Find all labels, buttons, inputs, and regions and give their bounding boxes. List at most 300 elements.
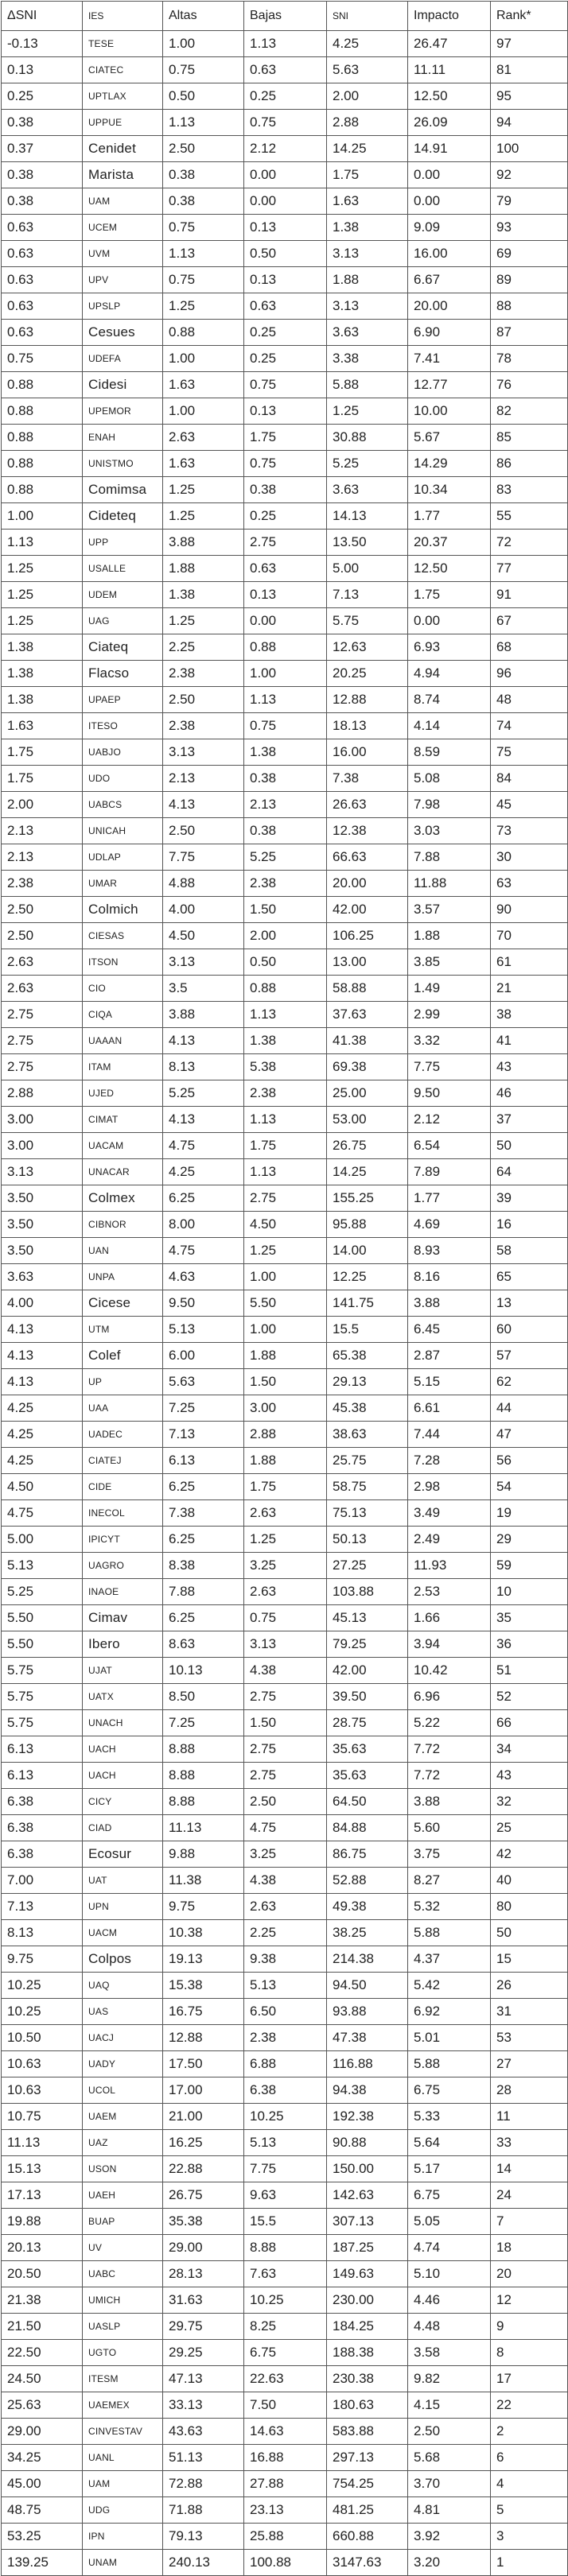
- sni-cell: 16.00: [327, 739, 408, 766]
- altas-cell: 4.25: [163, 1159, 244, 1185]
- rank-cell: 41: [491, 1028, 568, 1054]
- delta-sni-cell: 1.25: [2, 608, 83, 634]
- altas-cell: 11.13: [163, 1815, 244, 1841]
- bajas-cell: 2.50: [244, 1789, 327, 1815]
- rank-cell: 28: [491, 2077, 568, 2104]
- impacto-cell: 2.49: [408, 1527, 491, 1553]
- ies-cell: UDEFA: [83, 346, 163, 372]
- delta-sni-cell: 10.63: [2, 2051, 83, 2077]
- table-row: [2, 2392, 568, 2419]
- altas-cell: 240.13: [163, 2550, 244, 2576]
- table-row: [2, 1054, 568, 1080]
- delta-sni-cell: 0.63: [2, 320, 83, 346]
- table-row: [2, 1920, 568, 1946]
- delta-sni-cell: 2.38: [2, 871, 83, 897]
- sni-cell: 53.00: [327, 1107, 408, 1133]
- table-row: [2, 2550, 568, 2576]
- rank-cell: 65: [491, 1264, 568, 1290]
- table-row: [2, 2445, 568, 2471]
- rank-cell: 20: [491, 2261, 568, 2287]
- altas-cell: 7.25: [163, 1710, 244, 1736]
- bajas-cell: 3.13: [244, 1631, 327, 1658]
- table-row: [2, 713, 568, 739]
- delta-sni-cell: 0.75: [2, 346, 83, 372]
- impacto-cell: 4.37: [408, 1946, 491, 1973]
- bajas-cell: 2.00: [244, 923, 327, 949]
- bajas-cell: 4.38: [244, 1868, 327, 1894]
- table-row: [2, 1631, 568, 1658]
- sni-cell: 3.13: [327, 241, 408, 267]
- delta-sni-cell: 4.13: [2, 1369, 83, 1395]
- table-row: [2, 477, 568, 503]
- bajas-cell: 2.63: [244, 1500, 327, 1527]
- ies-cell: UADY: [83, 2051, 163, 2077]
- rank-cell: 33: [491, 2130, 568, 2156]
- altas-cell: 9.75: [163, 1894, 244, 1920]
- sni-cell: 155.25: [327, 1185, 408, 1212]
- impacto-cell: 3.20: [408, 2550, 491, 2576]
- ies-cell: CIAD: [83, 1815, 163, 1841]
- sni-cell: 26.75: [327, 1133, 408, 1159]
- ies-cell: UACH: [83, 1763, 163, 1789]
- ies-cell: UPTLAX: [83, 83, 163, 110]
- delta-sni-cell: 21.38: [2, 2287, 83, 2314]
- ies-cell: Cicese: [83, 1290, 163, 1317]
- ies-cell: Ecosur: [83, 1841, 163, 1868]
- delta-sni-cell: 1.25: [2, 556, 83, 582]
- table-row: [2, 1238, 568, 1264]
- altas-cell: 12.88: [163, 2025, 244, 2051]
- altas-cell: 51.13: [163, 2445, 244, 2471]
- altas-cell: 1.25: [163, 503, 244, 530]
- ies-cell: UADEC: [83, 1422, 163, 1448]
- table-row: [2, 1290, 568, 1317]
- bajas-cell: 2.75: [244, 1763, 327, 1789]
- table-row: [2, 2104, 568, 2130]
- table-row: [2, 530, 568, 556]
- table-row: [2, 110, 568, 136]
- bajas-cell: 7.63: [244, 2261, 327, 2287]
- table-row: [2, 1395, 568, 1422]
- rank-cell: 17: [491, 2366, 568, 2392]
- altas-cell: 71.88: [163, 2497, 244, 2524]
- bajas-cell: 1.13: [244, 1002, 327, 1028]
- altas-cell: 7.88: [163, 1579, 244, 1605]
- bajas-cell: 2.75: [244, 530, 327, 556]
- delta-sni-cell: 5.50: [2, 1605, 83, 1631]
- rank-cell: 84: [491, 766, 568, 792]
- ies-cell: CIATEC: [83, 57, 163, 83]
- ies-cell: CIESAS: [83, 923, 163, 949]
- ies-cell: UDLAP: [83, 844, 163, 871]
- table-row: [2, 1789, 568, 1815]
- table-row: [2, 1002, 568, 1028]
- altas-cell: 0.38: [163, 188, 244, 215]
- sni-cell: 116.88: [327, 2051, 408, 2077]
- impacto-cell: 5.64: [408, 2130, 491, 2156]
- rank-cell: 48: [491, 687, 568, 713]
- impacto-cell: 12.50: [408, 83, 491, 110]
- ies-cell: UDG: [83, 2497, 163, 2524]
- ies-cell: UPPUE: [83, 110, 163, 136]
- table-row: [2, 2077, 568, 2104]
- impacto-cell: 5.15: [408, 1369, 491, 1395]
- bajas-cell: 8.88: [244, 2235, 327, 2261]
- impacto-cell: 5.01: [408, 2025, 491, 2051]
- sni-cell: 192.38: [327, 2104, 408, 2130]
- table-row: [2, 2497, 568, 2524]
- table-row: [2, 976, 568, 1002]
- delta-sni-cell: 6.38: [2, 1841, 83, 1868]
- sni-cell: 27.25: [327, 1553, 408, 1579]
- impacto-cell: 3.92: [408, 2524, 491, 2550]
- sni-cell: 18.13: [327, 713, 408, 739]
- impacto-cell: 5.10: [408, 2261, 491, 2287]
- bajas-cell: 8.25: [244, 2314, 327, 2340]
- table-row: [2, 1500, 568, 1527]
- impacto-cell: 3.58: [408, 2340, 491, 2366]
- table-row: [2, 582, 568, 608]
- ies-cell: Ibero: [83, 1631, 163, 1658]
- ies-cell: CIQA: [83, 1002, 163, 1028]
- ies-cell: UAM: [83, 2471, 163, 2497]
- bajas-cell: 6.75: [244, 2340, 327, 2366]
- altas-cell: 2.38: [163, 661, 244, 687]
- sni-cell: 583.88: [327, 2419, 408, 2445]
- table-row: [2, 1553, 568, 1579]
- delta-sni-cell: 1.75: [2, 766, 83, 792]
- rank-cell: 4: [491, 2471, 568, 2497]
- altas-cell: 7.25: [163, 1395, 244, 1422]
- rank-cell: 72: [491, 530, 568, 556]
- sni-cell: 25.00: [327, 1080, 408, 1107]
- bajas-cell: 14.63: [244, 2419, 327, 2445]
- bajas-cell: 1.50: [244, 1710, 327, 1736]
- altas-cell: 1.63: [163, 451, 244, 477]
- impacto-cell: 8.74: [408, 687, 491, 713]
- table-row: [2, 1422, 568, 1448]
- table-row: [2, 188, 568, 215]
- impacto-cell: 26.09: [408, 110, 491, 136]
- delta-sni-cell: 4.00: [2, 1290, 83, 1317]
- altas-cell: 3.13: [163, 739, 244, 766]
- table-row: [2, 792, 568, 818]
- rank-cell: 45: [491, 792, 568, 818]
- sni-cell: 35.63: [327, 1763, 408, 1789]
- altas-cell: 8.38: [163, 1553, 244, 1579]
- altas-cell: 3.88: [163, 530, 244, 556]
- table-body: [2, 31, 568, 2576]
- delta-sni-cell: 5.75: [2, 1684, 83, 1710]
- rank-cell: 81: [491, 57, 568, 83]
- sni-cell: 90.88: [327, 2130, 408, 2156]
- bajas-cell: 22.63: [244, 2366, 327, 2392]
- delta-sni-cell: 1.75: [2, 739, 83, 766]
- ies-cell: UNICAH: [83, 818, 163, 844]
- table-row: [2, 634, 568, 661]
- table-row: [2, 2182, 568, 2209]
- impacto-cell: 2.87: [408, 1343, 491, 1369]
- sni-cell: 38.63: [327, 1422, 408, 1448]
- sni-cell: 93.88: [327, 1999, 408, 2025]
- table-row: [2, 241, 568, 267]
- bajas-cell: 15.5: [244, 2209, 327, 2235]
- sni-cell: 42.00: [327, 897, 408, 923]
- delta-sni-cell: 0.38: [2, 162, 83, 188]
- rank-cell: 62: [491, 1369, 568, 1395]
- altas-cell: 2.63: [163, 425, 244, 451]
- bajas-cell: 1.13: [244, 31, 327, 57]
- sni-cell: 7.13: [327, 582, 408, 608]
- table-row: [2, 1159, 568, 1185]
- altas-cell: 15.38: [163, 1973, 244, 1999]
- ies-cell: INAOE: [83, 1579, 163, 1605]
- bajas-cell: 23.13: [244, 2497, 327, 2524]
- altas-cell: 9.50: [163, 1290, 244, 1317]
- altas-cell: 10.13: [163, 1658, 244, 1684]
- altas-cell: 7.13: [163, 1422, 244, 1448]
- altas-cell: 35.38: [163, 2209, 244, 2235]
- altas-cell: 21.00: [163, 2104, 244, 2130]
- rank-cell: 56: [491, 1448, 568, 1474]
- sni-cell: 106.25: [327, 923, 408, 949]
- sni-cell: 14.00: [327, 1238, 408, 1264]
- altas-cell: 6.25: [163, 1185, 244, 1212]
- impacto-cell: 20.00: [408, 293, 491, 320]
- altas-cell: 10.38: [163, 1920, 244, 1946]
- rank-cell: 51: [491, 1658, 568, 1684]
- ies-cell: UACM: [83, 1920, 163, 1946]
- impacto-cell: 6.67: [408, 267, 491, 293]
- altas-cell: 8.50: [163, 1684, 244, 1710]
- table-row: [2, 766, 568, 792]
- impacto-cell: 10.42: [408, 1658, 491, 1684]
- bajas-cell: 0.88: [244, 634, 327, 661]
- bajas-cell: 2.63: [244, 1894, 327, 1920]
- delta-sni-cell: 2.75: [2, 1054, 83, 1080]
- impacto-cell: 7.98: [408, 792, 491, 818]
- table-row: [2, 320, 568, 346]
- delta-sni-cell: 7.13: [2, 1894, 83, 1920]
- column-header-sni: SNI: [327, 2, 408, 31]
- ies-cell: ITAM: [83, 1054, 163, 1080]
- sni-cell: 94.38: [327, 2077, 408, 2104]
- sni-cell: 12.38: [327, 818, 408, 844]
- table-row: [2, 2314, 568, 2340]
- delta-sni-cell: 21.50: [2, 2314, 83, 2340]
- ies-cell: UVM: [83, 241, 163, 267]
- rank-cell: 75: [491, 739, 568, 766]
- delta-sni-cell: 3.50: [2, 1185, 83, 1212]
- bajas-cell: 1.38: [244, 1028, 327, 1054]
- table-row: [2, 267, 568, 293]
- bajas-cell: 25.88: [244, 2524, 327, 2550]
- altas-cell: 1.25: [163, 608, 244, 634]
- ies-cell: UABC: [83, 2261, 163, 2287]
- sni-cell: 5.75: [327, 608, 408, 634]
- impacto-cell: 5.22: [408, 1710, 491, 1736]
- bajas-cell: 0.25: [244, 83, 327, 110]
- delta-sni-cell: 5.50: [2, 1631, 83, 1658]
- altas-cell: 3.5: [163, 976, 244, 1002]
- table-row: [2, 1264, 568, 1290]
- ies-cell: UAEM: [83, 2104, 163, 2130]
- rank-cell: 43: [491, 1763, 568, 1789]
- altas-cell: 4.88: [163, 871, 244, 897]
- table-row: [2, 346, 568, 372]
- bajas-cell: 5.13: [244, 2130, 327, 2156]
- table-row: [2, 57, 568, 83]
- altas-cell: 4.13: [163, 1028, 244, 1054]
- rank-cell: 93: [491, 215, 568, 241]
- bajas-cell: 1.13: [244, 1107, 327, 1133]
- bajas-cell: 0.00: [244, 162, 327, 188]
- sni-cell: 69.38: [327, 1054, 408, 1080]
- impacto-cell: 6.75: [408, 2182, 491, 2209]
- sni-cell: 12.25: [327, 1264, 408, 1290]
- table-row: [2, 661, 568, 687]
- delta-sni-cell: 4.25: [2, 1422, 83, 1448]
- altas-cell: 2.50: [163, 818, 244, 844]
- rank-cell: 40: [491, 1868, 568, 1894]
- delta-sni-cell: 10.63: [2, 2077, 83, 2104]
- bajas-cell: 1.00: [244, 661, 327, 687]
- table-row: [2, 923, 568, 949]
- impacto-cell: 2.12: [408, 1107, 491, 1133]
- table-row: [2, 372, 568, 398]
- delta-sni-cell: 1.13: [2, 530, 83, 556]
- impacto-cell: 6.54: [408, 1133, 491, 1159]
- rank-cell: 54: [491, 1474, 568, 1500]
- ies-cell: UABCS: [83, 792, 163, 818]
- rank-cell: 64: [491, 1159, 568, 1185]
- table-row: [2, 83, 568, 110]
- rank-cell: 25: [491, 1815, 568, 1841]
- altas-cell: 4.13: [163, 1107, 244, 1133]
- ies-cell: Ciateq: [83, 634, 163, 661]
- delta-sni-cell: 4.25: [2, 1395, 83, 1422]
- rank-cell: 39: [491, 1185, 568, 1212]
- header-row: [2, 2, 568, 31]
- delta-sni-cell: 0.63: [2, 215, 83, 241]
- table-row: [2, 1894, 568, 1920]
- sni-cell: 35.63: [327, 1736, 408, 1763]
- rank-cell: 95: [491, 83, 568, 110]
- bajas-cell: 2.12: [244, 136, 327, 162]
- table-row: [2, 425, 568, 451]
- bajas-cell: 1.13: [244, 1159, 327, 1185]
- impacto-cell: 5.68: [408, 2445, 491, 2471]
- sni-cell: 37.63: [327, 1002, 408, 1028]
- sni-cell: 14.25: [327, 1159, 408, 1185]
- bajas-cell: 2.13: [244, 792, 327, 818]
- sni-cell: 3147.63: [327, 2550, 408, 2576]
- altas-cell: 17.50: [163, 2051, 244, 2077]
- sni-cell: 4.25: [327, 31, 408, 57]
- delta-sni-cell: 1.00: [2, 503, 83, 530]
- bajas-cell: 0.25: [244, 320, 327, 346]
- bajas-cell: 2.75: [244, 1684, 327, 1710]
- rank-cell: 14: [491, 2156, 568, 2182]
- bajas-cell: 0.00: [244, 608, 327, 634]
- bajas-cell: 1.50: [244, 1369, 327, 1395]
- rank-cell: 13: [491, 1290, 568, 1317]
- rank-cell: 78: [491, 346, 568, 372]
- impacto-cell: 6.92: [408, 1999, 491, 2025]
- bajas-cell: 0.75: [244, 372, 327, 398]
- sni-cell: 50.13: [327, 1527, 408, 1553]
- bajas-cell: 1.50: [244, 897, 327, 923]
- sni-cell: 26.63: [327, 792, 408, 818]
- sni-cell: 49.38: [327, 1894, 408, 1920]
- rank-cell: 74: [491, 713, 568, 739]
- ies-cell: UASLP: [83, 2314, 163, 2340]
- altas-cell: 0.75: [163, 215, 244, 241]
- delta-sni-cell: 24.50: [2, 2366, 83, 2392]
- impacto-cell: 11.88: [408, 871, 491, 897]
- table-row: [2, 2025, 568, 2051]
- ies-cell: UAM: [83, 188, 163, 215]
- bajas-cell: 2.38: [244, 1080, 327, 1107]
- table-row: [2, 687, 568, 713]
- table-row: [2, 1815, 568, 1841]
- delta-sni-cell: 2.63: [2, 976, 83, 1002]
- delta-sni-cell: 0.88: [2, 398, 83, 425]
- delta-sni-cell: 0.38: [2, 188, 83, 215]
- delta-sni-cell: 4.13: [2, 1343, 83, 1369]
- altas-cell: 5.13: [163, 1317, 244, 1343]
- rank-cell: 10: [491, 1579, 568, 1605]
- delta-sni-cell: 7.00: [2, 1868, 83, 1894]
- sni-cell: 188.38: [327, 2340, 408, 2366]
- impacto-cell: 4.48: [408, 2314, 491, 2340]
- ies-cell: UNACH: [83, 1710, 163, 1736]
- table-row: [2, 1736, 568, 1763]
- table-row: [2, 1999, 568, 2025]
- impacto-cell: 12.77: [408, 372, 491, 398]
- sni-cell: 38.25: [327, 1920, 408, 1946]
- table-row: [2, 2235, 568, 2261]
- altas-cell: 22.88: [163, 2156, 244, 2182]
- altas-cell: 47.13: [163, 2366, 244, 2392]
- table-row: [2, 293, 568, 320]
- altas-cell: 6.00: [163, 1343, 244, 1369]
- sni-cell: 1.38: [327, 215, 408, 241]
- impacto-cell: 12.50: [408, 556, 491, 582]
- table-row: [2, 844, 568, 871]
- bajas-cell: 1.00: [244, 1317, 327, 1343]
- ies-cell: UABJO: [83, 739, 163, 766]
- table-row: [2, 2209, 568, 2235]
- bajas-cell: 1.00: [244, 1264, 327, 1290]
- altas-cell: 2.50: [163, 687, 244, 713]
- delta-sni-cell: 10.25: [2, 1999, 83, 2025]
- bajas-cell: 10.25: [244, 2104, 327, 2130]
- delta-sni-cell: 0.13: [2, 57, 83, 83]
- ranking-table: [1, 1, 568, 2576]
- impacto-cell: 6.96: [408, 1684, 491, 1710]
- altas-cell: 1.38: [163, 582, 244, 608]
- bajas-cell: 10.25: [244, 2287, 327, 2314]
- bajas-cell: 0.13: [244, 267, 327, 293]
- delta-sni-cell: 22.50: [2, 2340, 83, 2366]
- ies-cell: ITESM: [83, 2366, 163, 2392]
- altas-cell: 5.63: [163, 1369, 244, 1395]
- delta-sni-cell: 4.75: [2, 1500, 83, 1527]
- sni-cell: 25.75: [327, 1448, 408, 1474]
- altas-cell: 2.38: [163, 713, 244, 739]
- sni-cell: 1.75: [327, 162, 408, 188]
